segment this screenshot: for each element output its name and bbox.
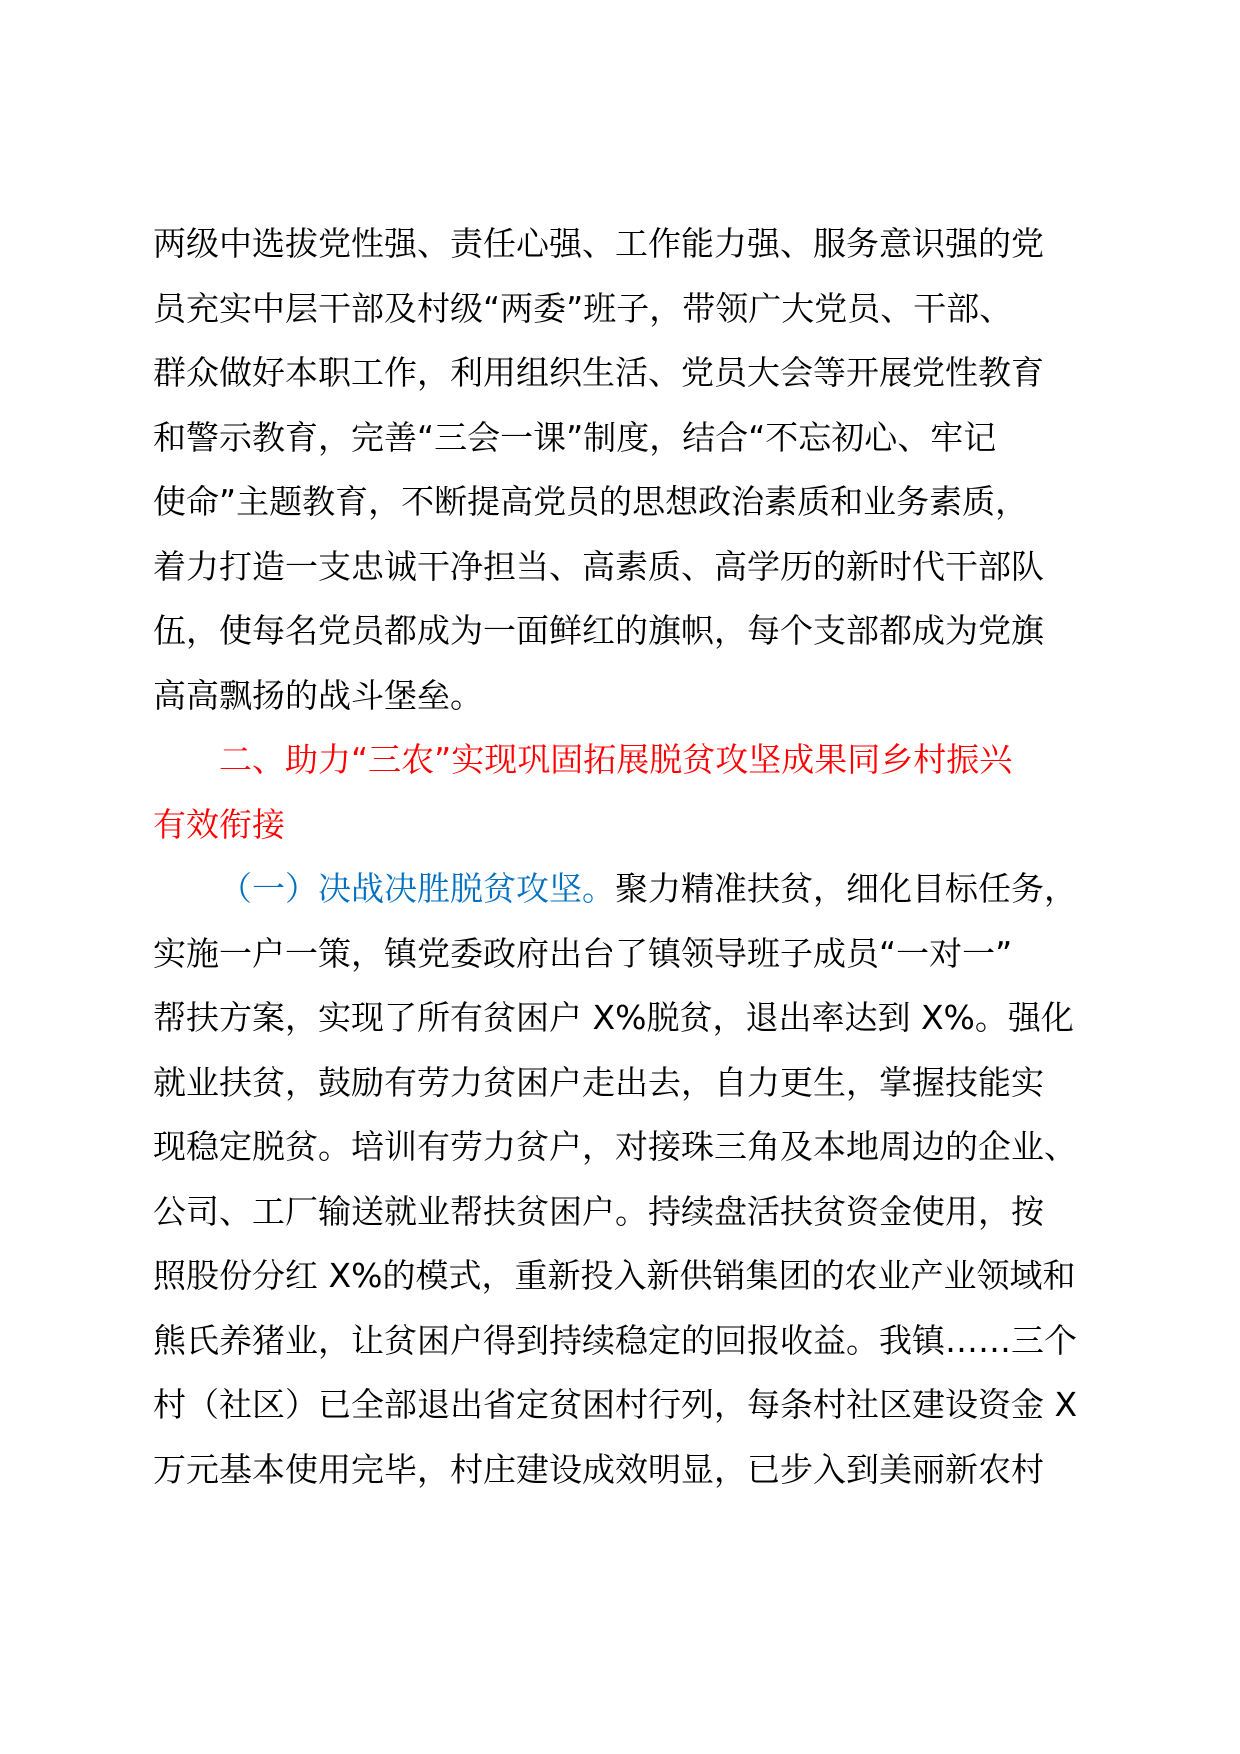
subsection-first-line xyxy=(153,857,1115,922)
subsection-lead-text: 聚力精准扶贫，细化目标任务， xyxy=(615,869,1077,908)
body-line: 万元基本使用完毕，村庄建设成效明显，已步入到美丽新农村 xyxy=(153,1449,1044,1489)
section-heading-line: 有效衔接 xyxy=(153,804,285,844)
body-line: 帮扶方案，实现了所有贫困户 X%脱贫，退出率达到 X%。强化 xyxy=(153,998,1074,1037)
document-body xyxy=(153,212,1115,1502)
body-line: 两级中选拔党性强、责任心强、工作能力强、服务意识强的党 xyxy=(153,224,1044,263)
body-line: 高高飘扬的战斗堡垒。 xyxy=(153,675,483,715)
body-line: 伍，使每名党员都成为一面鲜红的旗帜，每个支部都成为党旗 xyxy=(153,611,1044,650)
subsection-heading: （一）决战决胜脱贫攻坚。 xyxy=(219,869,615,908)
body-line: 公司、工厂输送就业帮扶贫困户。持续盘活扶贫资金使用，按 xyxy=(153,1191,1044,1231)
body-line: 就业扶贫，鼓励有劳力贫困户走出去，自力更生，掌握技能实 xyxy=(153,1062,1044,1102)
body-line: 使命”主题教育，不断提高党员的思想政治素质和业务素质， xyxy=(153,482,1029,521)
body-line: 村（社区）已全部退出省定贫困村行列，每条村社区建设资金 X xyxy=(153,1385,1078,1424)
body-line: 着力打造一支忠诚干净担当、高素质、高学历的新时代干部队 xyxy=(153,546,1044,586)
body-line: 现稳定脱贫。培训有劳力贫户，对接珠三角及本地周边的企业、 xyxy=(153,1127,1077,1166)
body-line: 熊氏养猪业，让贫困户得到持续稳定的回报收益。我镇……三个 xyxy=(153,1320,1077,1360)
body-line: 实施一户一策，镇党委政府出台了镇领导班子成员“一对一” xyxy=(153,933,1013,973)
body-line: 照股份分红 X%的模式，重新投入新供销集团的农业产业领域和 xyxy=(153,1256,1076,1295)
body-line: 和警示教育，完善“三会一课”制度，结合“不忘初心、牢记 xyxy=(153,417,997,457)
section-heading-line: 二、助力“三农”实现巩固拓展脱贫攻坚成果同乡村振兴 xyxy=(219,740,1013,779)
body-line: 员充实中层干部及村级“两委”班子，带领广大党员、干部、 xyxy=(153,288,1013,328)
body-line: 群众做好本职工作，利用组织生活、党员大会等开展党性教育 xyxy=(153,353,1044,392)
